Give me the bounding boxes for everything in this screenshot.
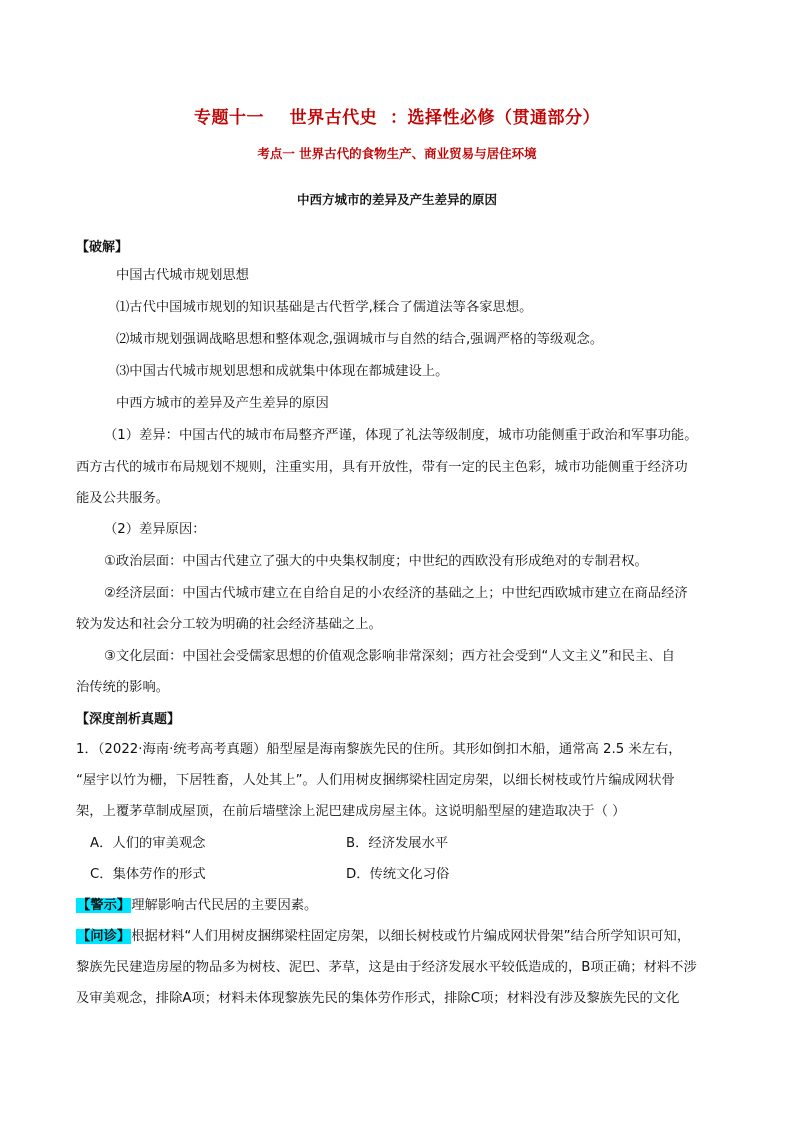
option-d: D．传统文化习俗 (346, 867, 450, 882)
wenzhen-tag: 【问诊】 (77, 929, 131, 944)
pojie-heading: 中国古代城市规划思想 (116, 268, 249, 283)
question-1-line-1: 1．（2022·海南·统考高考真题）船型屋是海南黎族先民的住所。其形如倒扣木船，通常高 2.5 米左右， (76, 742, 682, 757)
reason-economic-line-1: ②经济层面：中国古代城市建立在自给自足的小农经济的基础之上；中世纪西欧城市建立在商品经济 (104, 586, 688, 601)
option-a: A．人们的审美观念 (90, 836, 206, 851)
pojie-item-3: ⑶中国古代城市规划思想和成就集中体现在都城建设上。 (116, 364, 449, 379)
jingshi-text: 理解影响古代民居的主要因素。 (131, 898, 318, 913)
reason-economic-line-2: 较为发达和社会分工较为明确的社会经济基础之上。 (76, 617, 382, 632)
reason-heading: （2）差异原因： (104, 522, 206, 537)
pojie-tag: 【破解】 (76, 240, 129, 255)
reason-political: ①政治层面：中国古代建立了强大的中央集权制度；中世纪的西欧没有形成绝对的专制君权。 (104, 554, 648, 569)
question-1-line-3: 架，上覆茅草制成屋顶，在前后墙壁涂上泥巴建成房屋主体。这说明船型屋的建造取决于（ ） (76, 804, 626, 819)
wenzhen-line-2: 黎族先民建造房屋的物品多为树枝、泥巴、茅草，这是由于经济发展水平较低造成的，B项正确；材料不涉 (76, 960, 697, 975)
difference-line-3: 能及公共服务。 (76, 491, 170, 506)
reason-cultural-line-2: 治传统的影响。 (76, 680, 170, 695)
jingshi-line (76, 896, 317, 916)
pojie-item-1: ⑴古代中国城市规划的知识基础是古代哲学,糅合了儒道法等各家思想。 (116, 300, 533, 315)
difference-line-1: （1）差异：中国古代的城市布局整齐严谨，体现了礼法等级制度，城市功能侧重于政治和军事功能。 (104, 428, 698, 443)
wenzhen-text-1: 根据材料“人们用树皮捆绑梁柱固定房架，以细长树枝或竹片编成网状骨架”结合所学知识可知， (131, 929, 691, 944)
zhenti-tag: 【深度剖析真题】 (76, 712, 181, 727)
jingshi-tag: 【警示】 (77, 898, 131, 913)
reason-cultural-line-1: ③文化层面：中国社会受儒家思想的价值观念影响非常深刻；西方社会受到“人文主义”和民主、自 (104, 649, 675, 664)
pojie-heading-2: 中西方城市的差异及产生差异的原因 (116, 396, 329, 411)
option-b: B．经济发展水平 (346, 836, 449, 851)
topic-subtitle: 考点一 世界古代的食物生产、商业贸易与居住环境 (257, 146, 537, 161)
difference-line-2: 西方古代的城市布局规划不规则，注重实用，具有开放性，带有一定的民主色彩，城市功能侧重于经济功 (76, 460, 688, 475)
pojie-item-2: ⑵城市规划强调战略思想和整体观念,强调城市与自然的结合,强调严格的等级观念。 (116, 332, 604, 347)
section-title: 中西方城市的差异及产生差异的原因 (296, 192, 497, 207)
page-title: 专题十一 世界古代史 ：选择性必修（贯通部分） (193, 108, 600, 128)
question-1-line-2: “屋宇以竹为栅，下居牲畜，人处其上”。人们用树皮捆绑梁柱固定房架，以细长树枝或竹片编成网状骨 (76, 773, 675, 788)
wenzhen-line-3: 及审美观念，排除A项；材料未体现黎族先民的集体劳作形式，排除C项；材料没有涉及黎族先民的文化 (76, 991, 680, 1006)
wenzhen-line-1 (76, 927, 690, 947)
option-c: C．集体劳作的形式 (90, 867, 206, 882)
